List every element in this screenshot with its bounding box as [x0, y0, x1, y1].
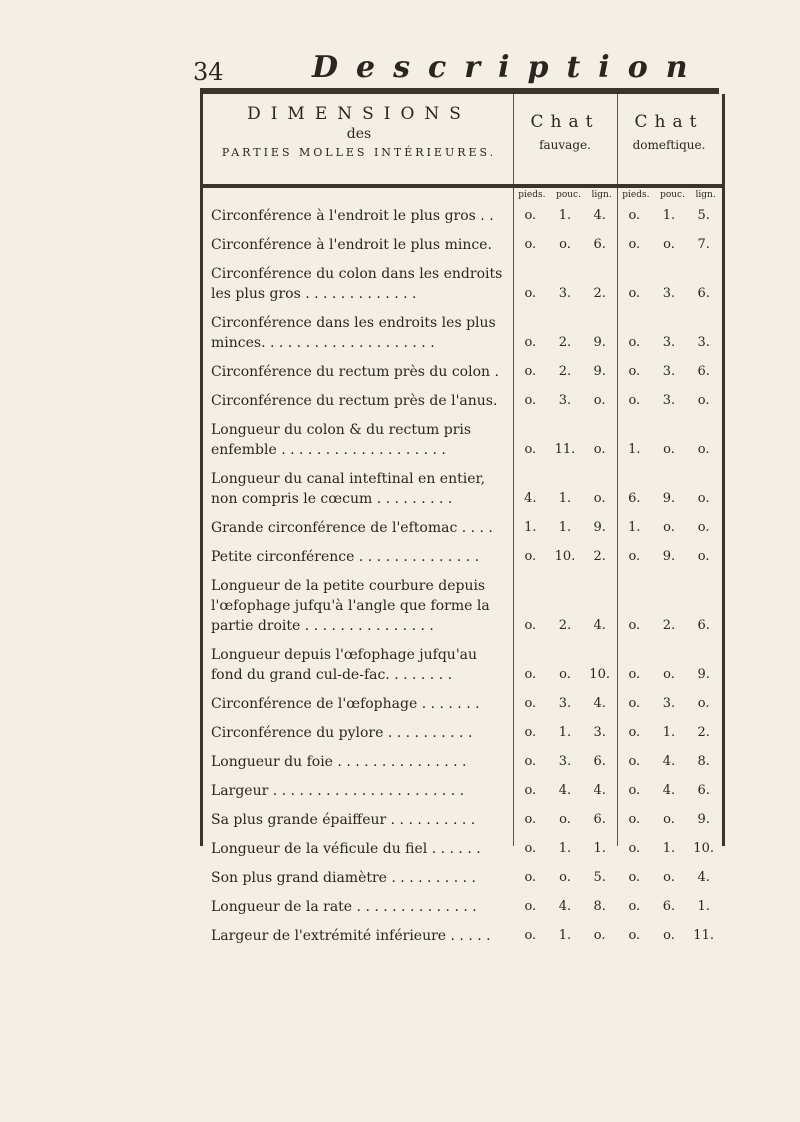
value-lignes: 4. — [697, 870, 710, 885]
value-pieds: o. — [524, 393, 537, 408]
value-pouces: o. — [663, 520, 675, 535]
value-lignes: 1. — [697, 899, 710, 914]
table-row — [203, 868, 722, 888]
value-lignes: 4. — [593, 783, 606, 798]
value-lignes: 2. — [593, 286, 606, 301]
value-chat-domestique — [617, 284, 721, 304]
value-chat-domestique — [617, 694, 721, 714]
value-chat-domestique — [617, 547, 721, 567]
value-pouces: 11. — [554, 442, 576, 457]
value-pieds: 1. — [524, 520, 537, 535]
value-lignes: 9. — [593, 364, 606, 379]
value-pieds: o. — [524, 286, 537, 301]
value-pouces: 1. — [662, 725, 676, 740]
value-pieds: o. — [628, 841, 641, 856]
value-chat-domestique — [617, 235, 721, 255]
table-row — [203, 313, 722, 353]
value-chat-sauvage — [513, 752, 617, 772]
value-pouces: 4. — [662, 754, 676, 769]
value-pieds: o. — [524, 442, 537, 457]
value-pieds: o. — [628, 335, 641, 350]
value-lignes: 7. — [697, 237, 710, 252]
value-chat-sauvage — [513, 333, 617, 353]
value-lignes: 6. — [697, 783, 710, 798]
value-pieds: o. — [628, 393, 641, 408]
value-pouces: 1. — [662, 841, 676, 856]
value-chat-sauvage — [513, 665, 617, 685]
value-lignes: 10. — [589, 667, 610, 682]
value-pieds: o. — [524, 549, 537, 564]
row-label: Circonférence du rectum près du colon . — [211, 364, 499, 380]
value-pouces: 1. — [558, 841, 572, 856]
value-lignes: 9. — [593, 335, 606, 350]
value-pouces: o. — [663, 237, 675, 252]
row-label: Longueur de la petite courbure depuis l'œfophage jufqu'à l'angle que forme la partie droite . . . . . . . . . . . . . . . — [211, 578, 490, 634]
value-lignes: 6. — [593, 754, 606, 769]
value-pouces: 3. — [662, 335, 676, 350]
value-pouces: 9. — [662, 549, 676, 564]
row-label: Circonférence du pylore . . . . . . . . . . — [211, 725, 473, 741]
header-chat-sauvage: Chat fauvage. — [530, 112, 600, 152]
value-pieds: o. — [524, 754, 537, 769]
row-label: Longueur de la véficule du fiel . . . . . . — [211, 841, 481, 857]
row-label: Longueur depuis l'œfophage jufqu'au fond du grand cul-de-fac. . . . . . . . — [211, 647, 478, 683]
value-lignes: 4. — [593, 208, 606, 223]
value-pouces: 1. — [662, 208, 676, 223]
value-lignes: 8. — [593, 899, 606, 914]
value-pieds: o. — [628, 618, 641, 633]
value-pieds: o. — [628, 783, 641, 798]
value-pieds: o. — [524, 618, 537, 633]
value-pouces: 3. — [662, 393, 676, 408]
row-label: Longueur du foie . . . . . . . . . . . . . . . — [211, 754, 467, 770]
value-lignes: o. — [593, 928, 606, 943]
value-pouces: 2. — [558, 364, 572, 379]
value-pieds: o. — [628, 237, 641, 252]
value-lignes: 5. — [593, 870, 606, 885]
row-label: Circonférence dans les endroits les plus minces. . . . . . . . . . . . . . . . . . . . — [211, 315, 496, 351]
value-lignes: o. — [593, 442, 606, 457]
value-lignes: 2. — [697, 725, 710, 740]
value-pouces: 3. — [662, 286, 676, 301]
value-chat-domestique — [617, 206, 721, 226]
value-pieds: o. — [628, 696, 641, 711]
value-pouces: 4. — [558, 783, 572, 798]
value-lignes: 6. — [697, 364, 710, 379]
value-chat-sauvage — [513, 206, 617, 226]
value-lignes: 3. — [593, 725, 606, 740]
value-pieds: o. — [628, 208, 641, 223]
value-pieds: o. — [524, 928, 537, 943]
table-row — [203, 362, 722, 382]
table-row — [203, 391, 722, 411]
value-chat-sauvage — [513, 362, 617, 382]
value-pouces: o. — [559, 812, 571, 827]
row-label: Longueur de la rate . . . . . . . . . . . . . . — [211, 899, 477, 915]
value-pouces: 1. — [558, 928, 572, 943]
value-pouces: 1. — [558, 208, 572, 223]
value-pieds: o. — [524, 696, 537, 711]
value-lignes: 5. — [697, 208, 710, 223]
value-chat-domestique — [617, 752, 721, 772]
row-label: Petite circonférence . . . . . . . . . . . . . . — [211, 549, 480, 565]
value-pieds: o. — [524, 667, 537, 682]
units-row-sauvage: pieds. pouc. lign. — [518, 190, 612, 200]
value-chat-domestique — [617, 518, 721, 538]
value-pieds: o. — [628, 549, 641, 564]
value-pieds: o. — [524, 725, 537, 740]
value-pouces: 3. — [558, 754, 572, 769]
value-chat-domestique — [617, 839, 721, 859]
value-pouces: o. — [559, 237, 571, 252]
table-row — [203, 645, 722, 685]
row-label: Largeur . . . . . . . . . . . . . . . . . . . . . . — [211, 783, 465, 799]
value-pouces: 4. — [662, 783, 676, 798]
value-chat-sauvage — [513, 440, 617, 460]
row-label: Circonférence à l'endroit le plus gros . . — [211, 208, 494, 224]
value-lignes: 3. — [697, 335, 710, 350]
value-pieds: o. — [524, 870, 537, 885]
value-lignes: o. — [697, 393, 710, 408]
value-chat-sauvage — [513, 926, 617, 946]
value-chat-sauvage — [513, 489, 617, 509]
value-chat-domestique — [617, 926, 721, 946]
value-lignes: o. — [697, 696, 710, 711]
value-pieds: o. — [524, 899, 537, 914]
value-pieds: o. — [628, 928, 641, 943]
value-chat-domestique — [617, 489, 721, 509]
value-chat-sauvage — [513, 694, 617, 714]
value-lignes: 6. — [593, 812, 606, 827]
row-label: Longueur du canal inteftinal en entier, non compris le cœcum . . . . . . . . . — [211, 471, 486, 507]
value-lignes: 4. — [593, 696, 606, 711]
table-row — [203, 752, 722, 772]
value-chat-domestique — [617, 781, 721, 801]
value-pouces: o. — [559, 870, 571, 885]
value-pieds: o. — [524, 208, 537, 223]
value-pouces: o. — [663, 928, 675, 943]
value-pouces: o. — [663, 442, 675, 457]
value-pouces: 1. — [558, 491, 572, 506]
value-chat-domestique — [617, 616, 721, 636]
value-chat-domestique — [617, 897, 721, 917]
value-chat-sauvage — [513, 897, 617, 917]
row-label: Largeur de l'extrémité inférieure . . . . . — [211, 928, 491, 944]
value-pouces: o. — [559, 667, 571, 682]
value-chat-sauvage — [513, 616, 617, 636]
value-chat-sauvage — [513, 391, 617, 411]
value-pouces: 1. — [558, 725, 572, 740]
value-lignes: 6. — [697, 618, 710, 633]
header-chat-domestique: Chat domeftique. — [632, 112, 706, 152]
value-lignes: o. — [593, 393, 606, 408]
row-label: Longueur du colon & du rectum pris enfemble . . . . . . . . . . . . . . . . . . . — [211, 422, 472, 458]
value-chat-domestique — [617, 391, 721, 411]
value-pieds: 1. — [628, 442, 641, 457]
value-chat-sauvage — [513, 723, 617, 743]
row-label: Circonférence à l'endroit le plus mince. — [211, 237, 492, 253]
value-pieds: o. — [524, 364, 537, 379]
value-lignes: 6. — [593, 237, 606, 252]
row-label: Sa plus grande épaiffeur . . . . . . . . . . — [211, 812, 476, 828]
table-row — [203, 694, 722, 714]
value-chat-sauvage — [513, 868, 617, 888]
value-chat-sauvage — [513, 839, 617, 859]
value-pieds: o. — [628, 899, 641, 914]
value-lignes: o. — [593, 491, 606, 506]
value-pieds: 6. — [628, 491, 641, 506]
value-lignes: 9. — [697, 812, 710, 827]
value-lignes: o. — [697, 442, 710, 457]
value-pouces: o. — [663, 870, 675, 885]
value-lignes: 9. — [697, 667, 710, 682]
value-pieds: 4. — [524, 491, 537, 506]
value-chat-domestique — [617, 810, 721, 830]
value-pieds: o. — [628, 667, 641, 682]
value-pieds: o. — [628, 364, 641, 379]
units-row-domestique: pieds. pouc. lign. — [622, 190, 716, 200]
table-row — [203, 547, 722, 567]
table-row — [203, 926, 722, 946]
value-pouces: 9. — [662, 491, 676, 506]
value-pouces: 2. — [558, 618, 572, 633]
value-chat-sauvage — [513, 781, 617, 801]
value-chat-sauvage — [513, 235, 617, 255]
row-label: Circonférence du colon dans les endroits les plus gros . . . . . . . . . . . . . — [211, 266, 503, 302]
value-lignes: 10. — [693, 841, 714, 856]
table-row — [203, 576, 722, 636]
value-lignes: o. — [697, 549, 710, 564]
value-lignes: 8. — [697, 754, 710, 769]
value-pieds: o. — [524, 237, 537, 252]
value-pouces: 3. — [558, 286, 572, 301]
value-pieds: 1. — [628, 520, 641, 535]
value-chat-sauvage — [513, 518, 617, 538]
value-pouces: 3. — [558, 393, 572, 408]
table-row — [203, 897, 722, 917]
value-lignes: 6. — [697, 286, 710, 301]
header-dimensions: DIMENSIONS des PARTIES MOLLES INTÉRIEURES. — [221, 104, 497, 159]
value-chat-domestique — [617, 665, 721, 685]
value-pouces: o. — [663, 812, 675, 827]
value-pouces: 3. — [558, 696, 572, 711]
value-chat-sauvage — [513, 284, 617, 304]
value-pouces: 4. — [558, 899, 572, 914]
table-row — [203, 518, 722, 538]
table-row — [203, 839, 722, 859]
value-pouces: 3. — [662, 364, 676, 379]
value-lignes: o. — [697, 491, 710, 506]
dimensions-table — [200, 94, 725, 944]
value-pieds: o. — [524, 841, 537, 856]
value-pouces: 2. — [662, 618, 676, 633]
value-pouces: 6. — [662, 899, 676, 914]
value-pouces: 1. — [558, 520, 572, 535]
table-row — [203, 264, 722, 304]
value-chat-domestique — [617, 723, 721, 743]
value-pieds: o. — [628, 754, 641, 769]
value-chat-sauvage — [513, 810, 617, 830]
table-row — [203, 469, 722, 509]
table-row — [203, 723, 722, 743]
running-head: Description — [312, 50, 706, 85]
value-lignes: 2. — [593, 549, 606, 564]
value-chat-sauvage — [513, 547, 617, 567]
value-pouces: o. — [663, 667, 675, 682]
value-pouces: 2. — [558, 335, 572, 350]
value-pieds: o. — [628, 812, 641, 827]
value-chat-domestique — [617, 333, 721, 353]
value-chat-domestique — [617, 362, 721, 382]
table-row — [203, 235, 722, 255]
table-row — [203, 420, 722, 460]
value-lignes: 9. — [593, 520, 606, 535]
value-lignes: o. — [697, 520, 710, 535]
row-label: Son plus grand diamètre . . . . . . . . . . — [211, 870, 476, 886]
value-pieds: o. — [524, 812, 537, 827]
value-chat-domestique — [617, 440, 721, 460]
value-pieds: o. — [524, 783, 537, 798]
value-pieds: o. — [628, 870, 641, 885]
header-rule — [203, 184, 722, 188]
value-pouces: 3. — [662, 696, 676, 711]
table-row — [203, 781, 722, 801]
table-row — [203, 810, 722, 830]
value-chat-domestique — [617, 868, 721, 888]
row-label: Circonférence du rectum près de l'anus. — [211, 393, 498, 409]
page-number: 34 — [193, 58, 224, 86]
value-lignes: 11. — [693, 928, 714, 943]
value-pieds: o. — [628, 725, 641, 740]
row-label: Grande circonférence de l'eftomac . . . . — [211, 520, 493, 536]
row-label: Circonférence de l'œfophage . . . . . . . — [211, 696, 480, 712]
value-pouces: 10. — [554, 549, 576, 564]
value-lignes: 4. — [593, 618, 606, 633]
table-row — [203, 206, 722, 226]
value-pieds: o. — [628, 286, 641, 301]
value-lignes: 1. — [593, 841, 606, 856]
value-pieds: o. — [524, 335, 537, 350]
